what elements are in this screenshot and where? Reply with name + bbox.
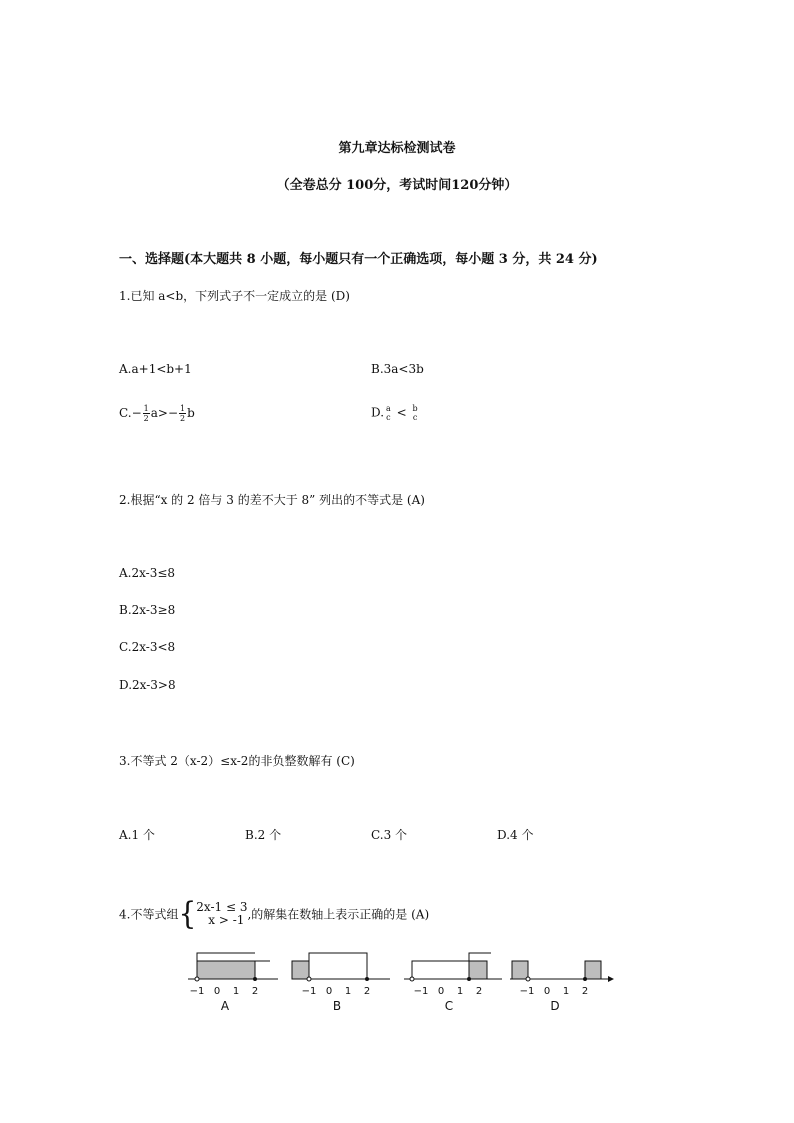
frac-num: 1 [180,404,186,413]
shaded-region-right [585,961,601,979]
q1-option-d [371,404,420,422]
q1-option-c-frac-2 [179,404,186,423]
tick-label: −1 [189,986,205,997]
open-point [410,977,414,981]
tick-label: 2 [363,986,371,997]
tick-labels [190,986,589,1013]
tick-label: 0 [213,986,221,997]
tick-label: 2 [475,986,483,997]
open-point [307,977,311,981]
tick-label: −1 [519,986,535,997]
q4-stem-prefix: 4.不等式组 [119,907,179,922]
tick-label: 2 [251,986,259,997]
page-subtitle: （全卷总分 100分，考试时间120分钟） [276,178,518,193]
tick-label: 0 [543,986,551,997]
section-heading: 一、选择题(本大题共 8 小题，每小题只有一个正确选项，每小题 3 分，共 24 分) [119,252,598,267]
option-label: A [220,999,230,1013]
q1-option-a: A.a+1<b+1 [119,362,192,376]
q1-option-d-frac-a [385,404,392,422]
q2-option-a: A.2x-3≤8 [119,566,176,580]
number-line-c [404,953,502,981]
shaded-region [197,961,255,979]
q2-option-b: B.2x-3≥8 [119,603,176,617]
closed-point [467,977,471,981]
q1-option-c-suffix: b [187,406,195,420]
tick-label: 1 [456,986,464,997]
option-label: D [550,999,560,1013]
option-label: B [332,999,342,1013]
page-title: 第九章达标检测试卷 [338,141,456,156]
frac-num: a [386,404,391,413]
q1-option-d-op: < [396,405,407,420]
q1-option-c-prefix: C. [119,406,132,420]
shaded-region [469,961,487,979]
closed-point [583,977,587,981]
q1-option-c-frac-1 [143,404,150,423]
upper-bracket [197,953,255,961]
frac-den: 2 [180,414,186,423]
q1-option-d-prefix: D. [371,405,385,420]
shaded-region [292,961,309,979]
tick-label: −1 [301,986,317,997]
frac-den: 2 [143,414,149,423]
q1-option-c-neg: − [131,406,142,420]
upper-bracket [469,953,491,961]
inequality-system [196,901,247,927]
q3-option-a: A.1 个 [119,828,155,842]
tick-label: 0 [437,986,445,997]
closed-point [365,977,369,981]
q1-option-c-mid: a> [150,406,168,420]
q1-option-c [119,404,195,423]
q4-stem-suffix: ,的解集在数轴上表示正确的是 (A) [247,907,430,922]
tick-label: 1 [232,986,240,997]
q2-option-c: C.2x-3<8 [119,640,176,654]
system-line-2: x > -1 [208,913,245,927]
tick-label: 0 [325,986,333,997]
tick-label: −1 [413,986,429,997]
upper-bracket [309,953,367,979]
system-line-1: 2x-1 ≤ 3 [196,900,248,914]
open-point [526,977,530,981]
tick-label: 2 [581,986,589,997]
frac-den: c [386,413,391,422]
option-label: C [444,999,454,1013]
frac-den: c [412,413,418,422]
question-4-stem [119,895,430,932]
question-1-stem: 1.已知 a<b，下列式子不一定成立的是 (D) [119,289,350,303]
number-line-a [188,953,278,981]
tick-label: 1 [562,986,570,997]
q3-option-d: D.4 个 [497,828,534,842]
closed-point [253,977,257,981]
shaded-region-left [512,961,528,979]
q1-option-c-neg-2: − [167,406,179,420]
open-point [195,977,199,981]
q1-option-d-frac-b [412,404,419,422]
number-line-d [510,961,614,982]
q1-option-b: B.3a<3b [371,362,424,376]
frac-num: b [412,404,418,413]
q3-option-b: B.2 个 [245,828,282,842]
number-line-b [292,953,390,981]
question-2-stem: 2.根据“x 的 2 倍与 3 的差不大于 8” 列出的不等式是 (A) [119,493,425,507]
q2-option-d: D.2x-3>8 [119,678,176,692]
arrow-head [608,976,614,982]
tick-label: 1 [344,986,352,997]
question-3-stem: 3.不等式 2（x-2）≤x-2的非负整数解有 (C) [119,754,355,768]
frac-num: 1 [143,404,149,413]
number-line-figures [180,945,620,1020]
q3-option-c: C.3 个 [371,828,408,842]
system-brace: { [178,895,197,932]
